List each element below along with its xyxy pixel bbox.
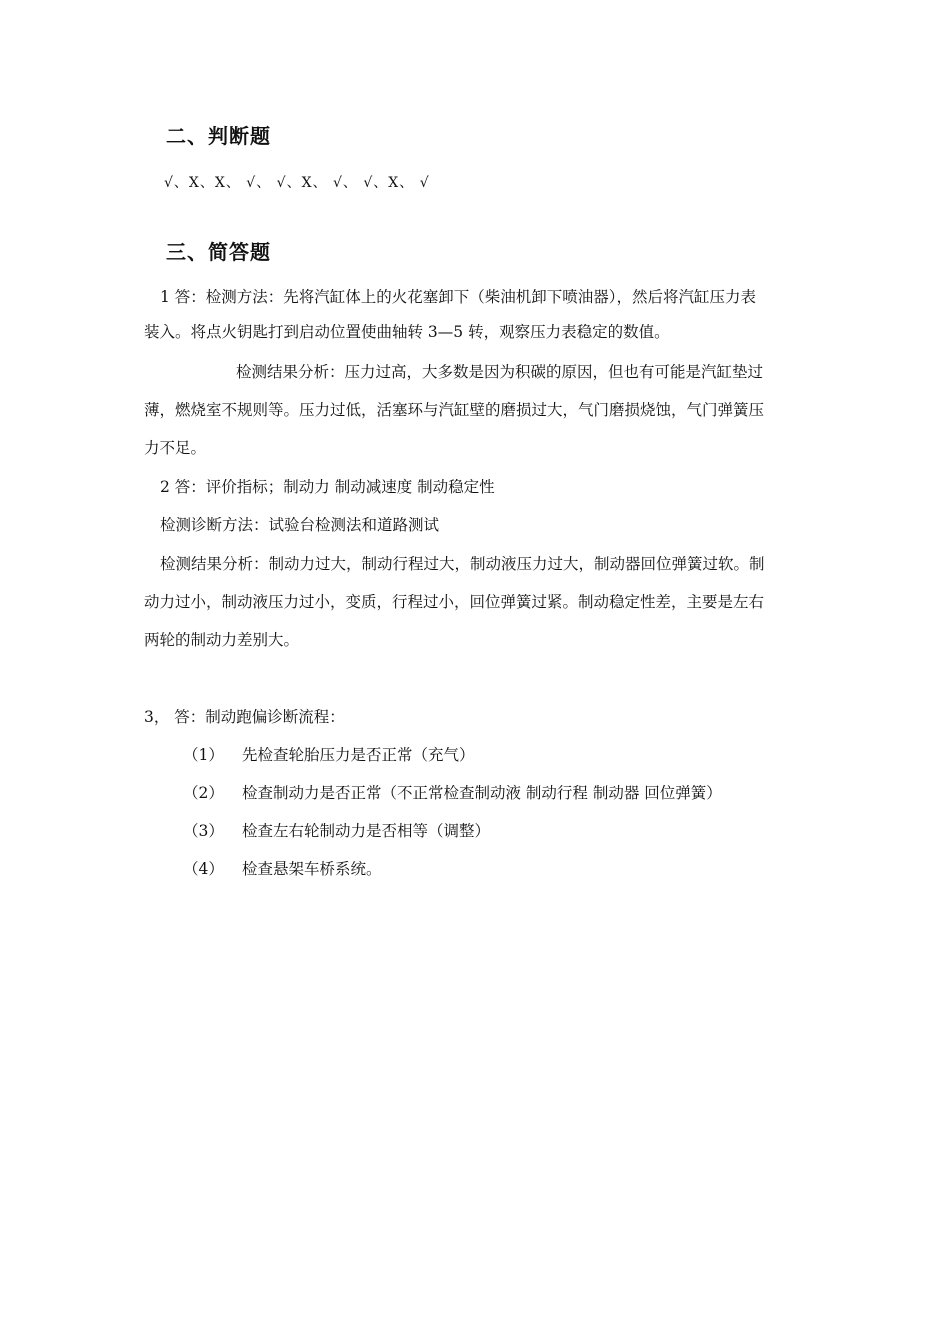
q1-line-4: 薄，燃烧室不规则等。压力过低，活塞环与汽缸壁的磨损过大，气门磨损烧蚀，气门弹簧压 [144, 401, 765, 419]
q1-line-3: 检测结果分析：压力过高，大多数是因为积碳的原因，但也有可能是汽缸垫过 [236, 363, 764, 381]
q2-line-3: 检测结果分析：制动力过大，制动行程过大，制动液压力过大，制动器回位弹簧过软。制 [160, 555, 765, 573]
q3-step-text: 检查悬架车桥系统。 [242, 860, 382, 878]
q3-step-number: （3） [183, 822, 224, 840]
q3-step-number: （4） [183, 860, 224, 878]
q2-line-5: 两轮的制动力差别大。 [144, 631, 300, 649]
judgement-answers: √、X、X、 √、 √、X、 √、 √、X、 √ [164, 175, 430, 191]
q2-line-1: 2 答：评价指标；制动力 制动减速度 制动稳定性 [160, 478, 495, 496]
q3-step-number: （1） [183, 746, 224, 764]
q3-step-text: 先检查轮胎压力是否正常（充气） [242, 746, 475, 764]
q2-line-2: 检测诊断方法：试验台检测法和道路测试 [160, 516, 440, 534]
q3-intro: 3， 答：制动跑偏诊断流程： [144, 708, 345, 726]
q2-line-4: 动力过小，制动液压力过小，变质，行程过小，回位弹簧过紧。制动稳定性差，主要是左右 [144, 593, 765, 611]
q3-step-text: 检查左右轮制动力是否相等（调整） [242, 822, 491, 840]
q1-line-5: 力不足。 [144, 439, 207, 457]
q3-step-number: （2） [183, 784, 224, 802]
q1-line-2: 装入。将点火钥匙打到启动位置使曲轴转 3—5 转，观察压力表稳定的数值。 [144, 323, 670, 341]
q1-line-1: 1 答：检测方法：先将汽缸体上的火花塞卸下（柴油机卸下喷油器），然后将汽缸压力表 [160, 288, 757, 306]
section-3-heading: 三、简答题 [166, 240, 271, 264]
section-2-heading: 二、判断题 [166, 124, 271, 148]
q3-step-text: 检查制动力是否正常（不正常检查制动液 制动行程 制动器 回位弹簧） [242, 784, 722, 802]
